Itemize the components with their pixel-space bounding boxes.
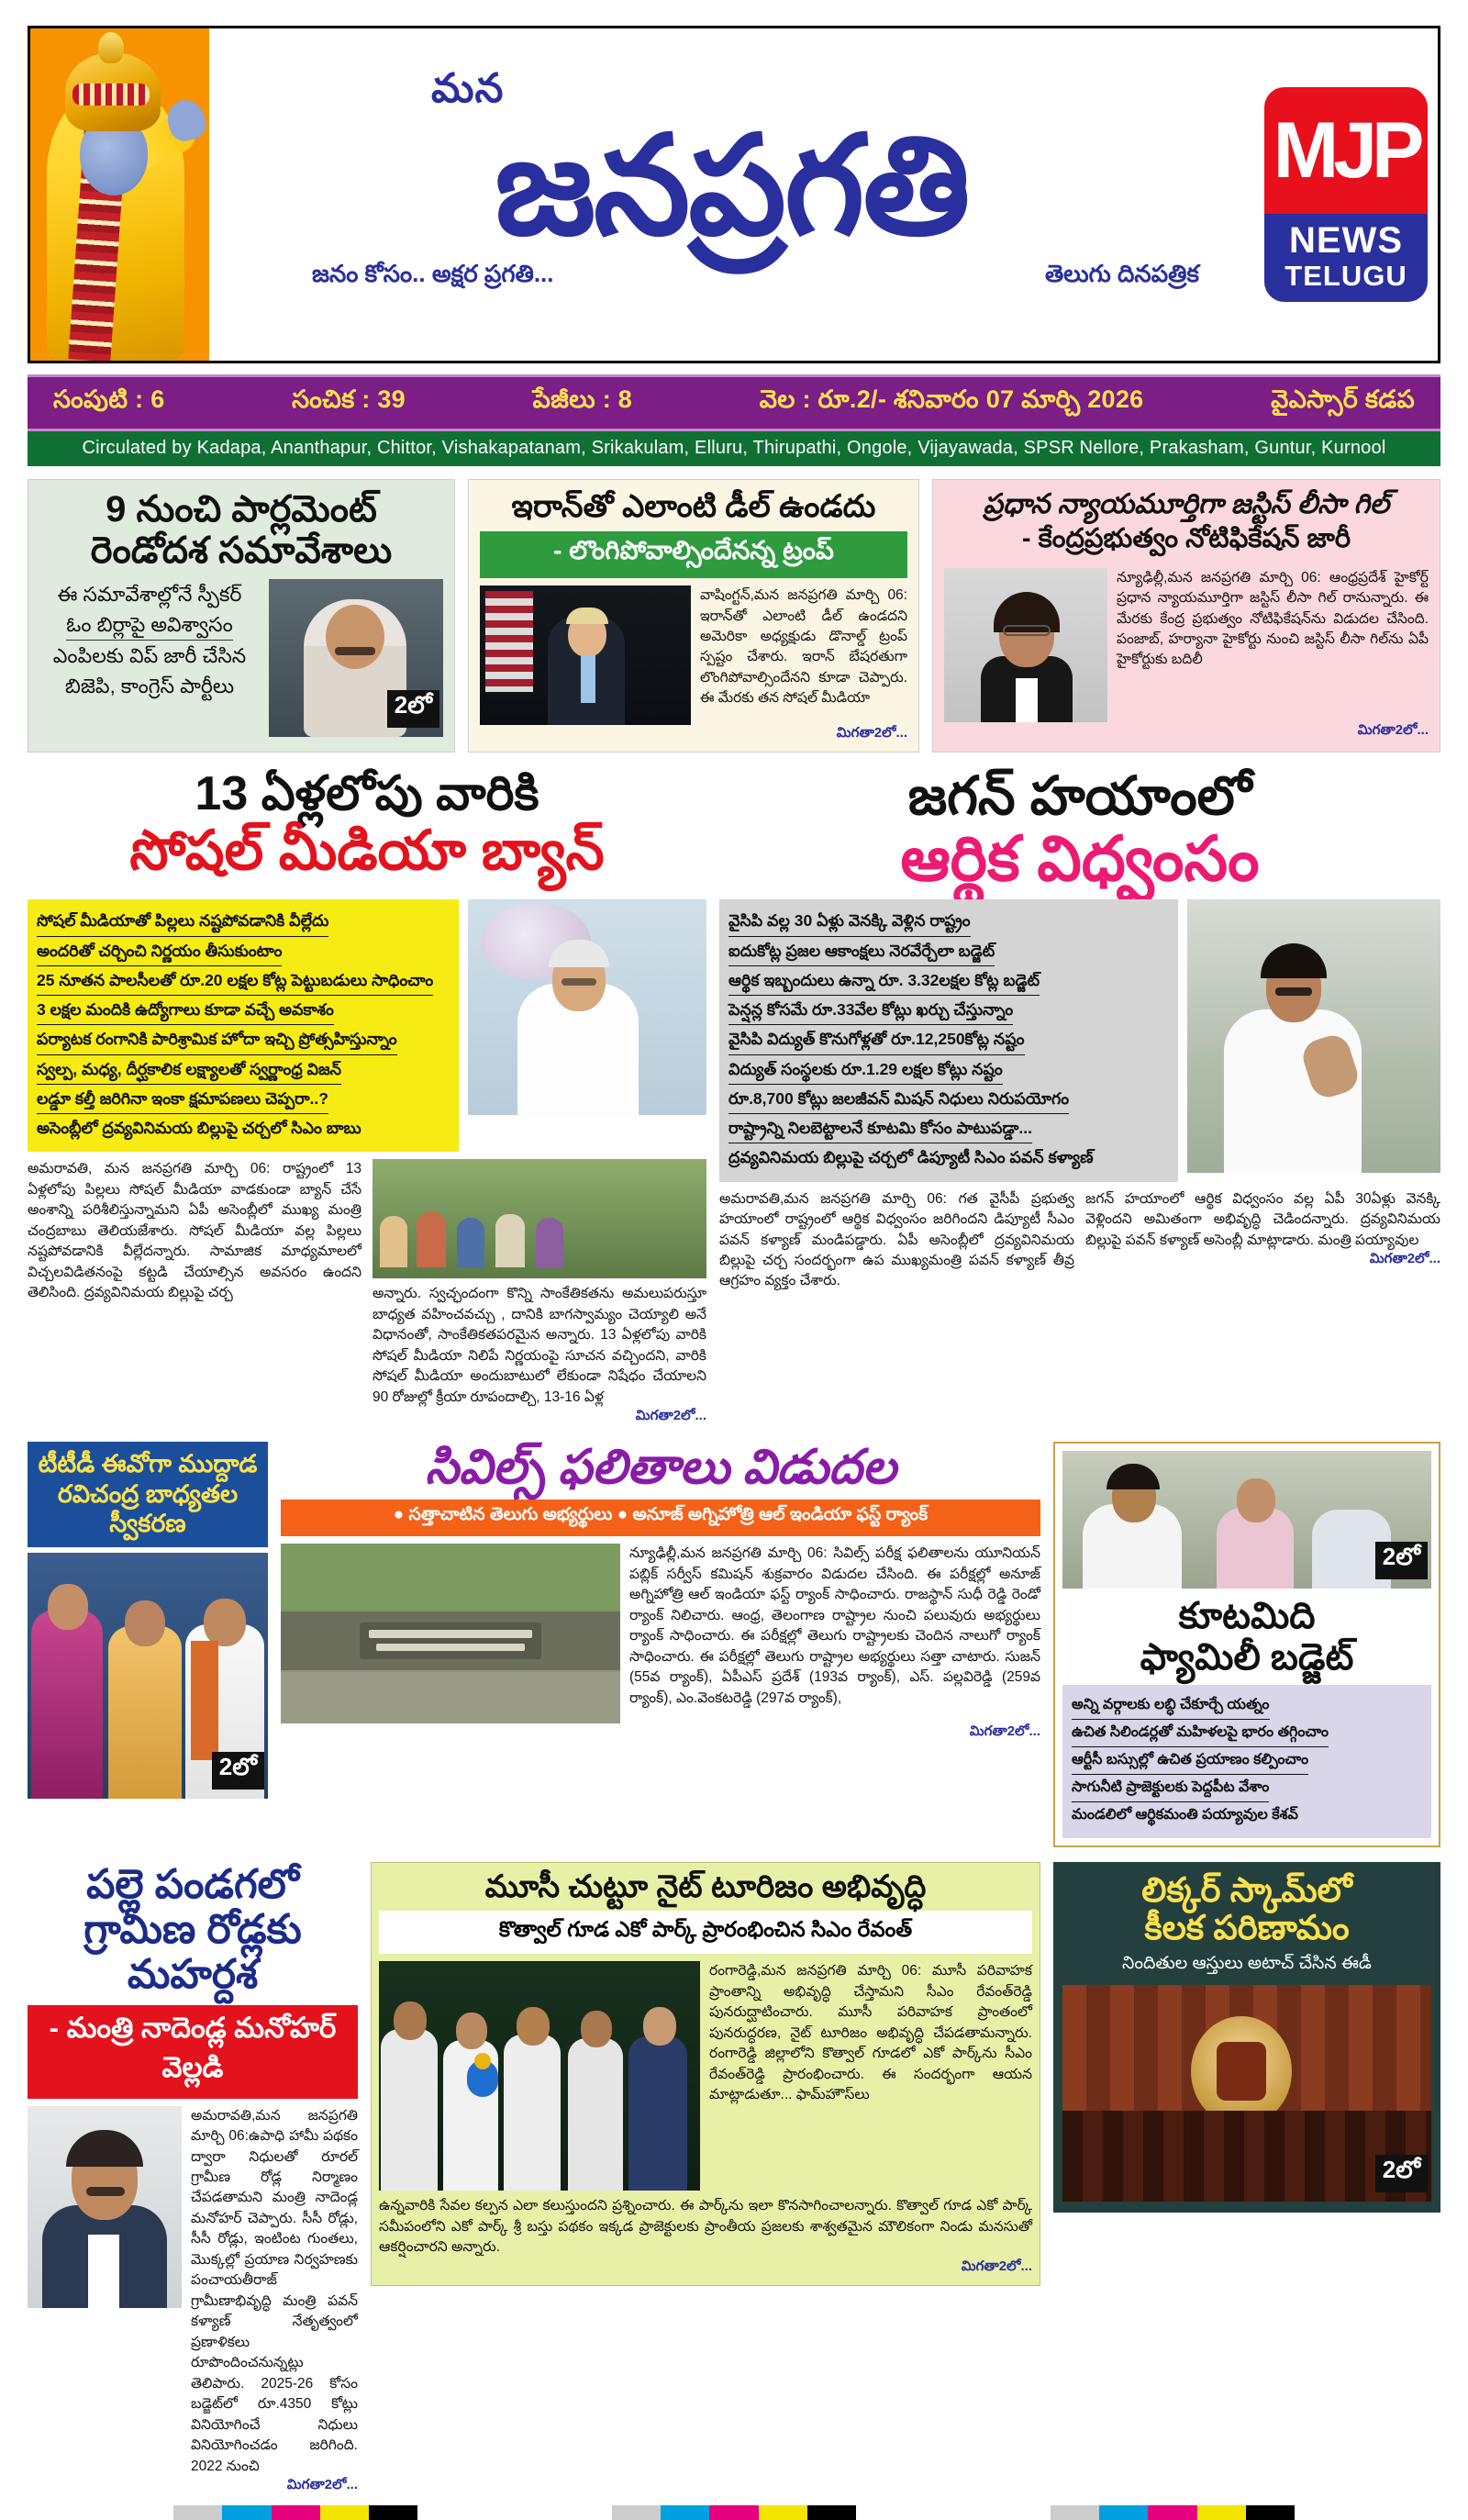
- top-story-headline: 9 నుంచి పార్లమెంట్: [106, 489, 377, 530]
- bullet-item: అన్ని వర్గాలకు లబ్ధి చేకూర్చే యత్నం: [1072, 1692, 1270, 1720]
- continued-ref[interactable]: మిగతా2లో...: [635, 1408, 706, 1424]
- rural-roads-redbar: - మంత్రి నాదెండ్ల మనోహర్ వెల్లడి: [28, 2005, 358, 2099]
- bullet-item: విద్యుత్ సంస్థలకు రూ.1.29 లక్షల కోట్లు నష్టం: [728, 1055, 1003, 1085]
- top-story-point: ఈ సమావేశాల్లోనే స్పీకర్: [57, 582, 242, 606]
- continued-ref[interactable]: మిగతా2లో...: [969, 1723, 1040, 1740]
- nadendla-manohar-photo: [28, 2106, 182, 2308]
- family-budget-story[interactable]: [1053, 1442, 1440, 1847]
- assembly-minister-photo: [1062, 1451, 1431, 1589]
- civils-subbar: ● సత్తాచాటిన తెలుగు అభ్యర్థులు ● అనూజ్ అగ్నిహోత్రి ఆల్ ఇండియా ఫస్ట్ ర్యాంక్: [281, 1500, 1040, 1536]
- continued-ref[interactable]: మిగతా2లో...: [286, 2477, 358, 2492]
- top-story-point: ఓం బిర్లాపై అవిశ్వాసం: [66, 609, 232, 641]
- top-story-body: న్యూఢిల్లీ,మన జనప్రగతి మార్చి 06: ఆంధ్రప్రదేశ్ హైకోర్ట్ ప్రధాన న్యాయమూర్తిగా జస్టిస్ లీసా గిల్ రానున్నారు. ఈ మేరకు కేంద్ర ప్రభుత్వం నోటిఫికేషన్‌ను విడుదల చేసింది. పంజాబ్, హర్యానా హైకోర్టు నుంచి జస్టిస్ లీసా గిల్‌ను ఏపీ హైకోర్టుకు బదిలీ: [1117, 569, 1429, 668]
- masthead-tagline-right: తెలుగు దినపత్రిక: [1044, 259, 1199, 287]
- upsc-building-photo: [281, 1544, 620, 1723]
- lead-right-body-col2: జగన్ హయాంలో ఆర్థిక విధ్వంసం వల్ల ఏపీ 30ఏళ్లు వెనక్కి వెళ్లిందని అమితంగా అభివృద్ధి చెడిందన్నారు. ద్రవ్యవినిమయ బిల్లుపై పవన్ కళ్యాణ్ అసెంబ్లీ మాట్లాడారు. మంత్రి పయ్యావుల: [1085, 1190, 1440, 1248]
- top-story-body: వాషింగ్టన్,మన జనప్రగతి మార్చి 06: ఇరాన్‌తో ఎలాంటి డీల్ ఉండదని అమెరికా అధ్యక్షుడు డొనాల్డ్ ట్రంప్ స్పష్టం చేశారు. ఇరాన్ బేషరతుగా లొంగిపోవాల్సిందేనని కూడా చెప్పారు. ఈ మేరకు తన సోషల్ మీడియా: [700, 587, 907, 707]
- bullet-item: మండలిలో ఆర్థికమంతి పయ్యావుల కేశవ్: [1072, 1806, 1298, 1823]
- lead-left-story[interactable]: [28, 899, 706, 1427]
- chandrababu-photo: [468, 899, 706, 1115]
- price-date-label: వెల : రూ.2/- శనివారం 07 మార్చి 2026: [759, 385, 1144, 413]
- continued-ref[interactable]: మిగతా2లో...: [836, 725, 907, 742]
- lead-right-story[interactable]: [719, 899, 1440, 1427]
- family-budget-line2: ఫ్యామిలీ బడ్జెట్: [1140, 1636, 1354, 1678]
- lead-right-headline-block[interactable]: [719, 766, 1440, 894]
- continued-ref[interactable]: మిగతా2లో...: [961, 2258, 1032, 2274]
- krishna-illustration: [30, 28, 209, 361]
- bullet-item: ఉచిత సిలిండర్లతో మహిళలపై భారం తగ్గించాం: [1072, 1720, 1329, 1747]
- lead-right-headline: ఆర్థిక విధ్వంసం: [900, 823, 1260, 894]
- lead-headlines-row: [28, 766, 1440, 894]
- edition-label: వైఎస్సార్ కడప: [1271, 385, 1415, 413]
- bullet-item: సోషల్ మీడియాతో పిల్లలు నష్టపోవడానికి వీల్లేదు: [37, 907, 328, 936]
- lead-left-headline-block[interactable]: [28, 769, 706, 892]
- page-ref-badge: 2లో: [387, 690, 439, 728]
- tourism-headline: మూసీ చుట్టూ నైట్ టూరిజం అభివృద్ధి: [484, 1868, 927, 1904]
- tourism-story[interactable]: [371, 1862, 1040, 2496]
- tourism-body-col1: రంగారెడ్డి,మన జనప్రగతి మార్చి 06: మూసీ పరివాహక ప్రాంతాన్ని అభివృద్ధి చేస్తామని సీఎం రేవంత్‌రెడ్డి పునరుద్ఘాటించారు. మూసీ పరివాహక ప్రాంతంలో పునరుద్ధరణ, నైట్ టూరిజం అభివృద్ధి చేపడతామన్నారు. రంగారెడ్డి జిల్లాలోని కొత్వాల్ గూడలో ఎకో పార్క్‌ను సీఎం రేవంత్‌రెడ్డి ప్రారంభించారు. ఈ సందర్భంగా ఆయన మాట్లాడుతూ... ఫామ్‌హౌస్‌లు: [709, 1963, 1032, 2102]
- lead-right-bullets: [719, 899, 1178, 1181]
- bullet-item: రూ.8,700 కోట్లు జలజీవన్ మిషన్ నిధులు నిరుపయోగం: [728, 1085, 1069, 1114]
- rural-roads-story[interactable]: [28, 1862, 358, 2496]
- bullet-item: ఐదుకోట్ల ప్రజల ఆకాంక్షలు నెరవేర్చేలా బడ్జెట్: [728, 937, 995, 966]
- top-stories-row: [28, 479, 1440, 753]
- circulation-bar: Circulated by Kadapa, Ananthapur, Chittor, Vishakapatanam, Srikakulam, Elluru, Thirupathi, Ongole, Vijayawada, SPSR Nellore, Prakasham, Guntur, Kurnool: [28, 431, 1440, 466]
- bullet-item: 25 నూతన పాలసీలతో రూ.20 లక్షల కోట్ల పెట్టుబడులు సాధించాం: [37, 966, 433, 996]
- bullet-item: 3 లక్షల మందికి ఉద్యోగాలు కూడా వచ్చే అవకాశం: [37, 996, 334, 1025]
- page-ref-badge: 2లో: [1375, 2155, 1428, 2192]
- mjp-logo-telugu: TELUGU: [1284, 259, 1407, 292]
- justice-lisa-gill-photo: [944, 568, 1107, 722]
- tourism-body-col2: ఉన్నవారికి సేవల కల్పన ఎలా కలుస్తుందని ప్రశ్నించారు. ఈ పార్క్‌ను ఇలా కొనసాగించాలన్నారు. కొత్వాల్ గూడ ఎకో పార్క్ సమీపంలోని ఎకో పార్క్ శ్రీ బస్తు పథకం ఇక్కడ ప్రాజెక్టులకు ప్రాంతీయ ప్రజలకు శాశ్వతమైన మౌలికంగా నిండు మనసుతో ఆకర్షించారని అన్నారు.: [379, 2198, 1032, 2256]
- top-story-iran-trump[interactable]: [468, 479, 919, 753]
- tourism-strip: కొత్వాల్ గూడ ఎకో పార్క్ ప్రారంభించిన సిఎం రేవంత్: [379, 1911, 1032, 1954]
- bullet-item: ఆర్థిక ఇబ్బందులు ఉన్నా రూ. 3.32లక్షల కోట్ల బడ్జెట్: [728, 966, 1040, 996]
- children-classroom-photo: [373, 1159, 706, 1278]
- bullet-item: సాగునీటి ప్రాజెక్టులకు పెద్దపీట వేశాం: [1072, 1775, 1269, 1802]
- liquor-sub: నిందితుల ఆస్తులు అటాచ్ చేసిన ఈడీ: [1122, 1953, 1372, 1973]
- mjp-logo-letters: MJP: [1264, 87, 1428, 214]
- ttd-line1: టీటీడీ ఈవోగా ముద్దాడ: [38, 1450, 258, 1478]
- top-story-headline: ప్రధాన న్యాయమూర్తిగా జస్టిస్ లీసా గిల్: [983, 489, 1390, 519]
- continued-ref[interactable]: మిగతా2లో...: [1357, 721, 1429, 738]
- masthead-tagline-left: జనం కోసం.. అక్షర ప్రగతి...: [312, 259, 554, 287]
- om-birla-photo: [269, 579, 443, 737]
- pawan-kalyan-photo: [1187, 899, 1440, 1173]
- bullet-item: పర్యాటక రంగానికి పారిశ్రామిక హోదా ఇచ్చి ప్రోత్సహిస్తున్నాం: [37, 1025, 397, 1054]
- bullet-item: పెన్షన్ల కోసమే రూ.33వేల కోట్లు ఖర్చు చేస్తున్నాం: [728, 996, 1013, 1025]
- trump-photo: [480, 585, 691, 725]
- civils-story[interactable]: [281, 1442, 1040, 1847]
- continued-ref[interactable]: మిగతా2లో...: [1369, 1251, 1440, 1267]
- top-story-subhead: - కేంద్రప్రభుత్వం నోటిఫికేషన్ జారీ: [1021, 523, 1351, 553]
- liquor-line1: లిక్కర్ స్కామ్‌లో: [1141, 1870, 1352, 1909]
- bullet-item: స్వల్ప, మధ్య, దీర్ఘకాలిక లక్ష్యాలతో స్వర్ణాంధ్ర విజన్: [37, 1055, 341, 1085]
- volume-label: సంపుటి : 6: [53, 385, 165, 413]
- lead-left-bullets: [28, 899, 459, 1152]
- top-story-subhead: - లొంగిపోవాల్సిందేనన్న ట్రంప్: [480, 531, 907, 578]
- lead-left-body-col1: అమరావతి, మన జనప్రగతి మార్చి 06: రాష్ట్రంలో 13 ఏళ్లలోపు పిల్లలు సోషల్ మీడియా వాడకుండా బ్యాన్ చేసే అంశాన్ని పరిశీలిస్తున్నామని ఏపీ అసెంబ్లీలో ముఖ్య మంత్రి చంద్రబాబు తెలియజేశారు. సోషల్ మీడియా వల్ల పిల్లలు నష్టపోవడానికి వీల్లేదన్నారు. సామాజిక మాధ్యమాలలో విచ్చలవిడితనంపై కట్టడి చేయాల్సిన అవసరం ఉందని తెలిసింది. ద్రవ్యవినిమయ బిల్లుపై చర్చ: [28, 1161, 361, 1301]
- bullet-item: అందరితో చర్చించి నిర్ణయం తీసుకుంటాం: [37, 937, 282, 966]
- rural-roads-line1: పల్లె పండగలో: [86, 1861, 299, 1907]
- bullet-item: వైసిపి వల్ల 30 ఏళ్లు వెనక్కి వెళ్లిన రాష్ట్రం: [728, 907, 971, 936]
- bullet-item: లడ్డూ కల్తీ జరిగినా ఇంకా క్షమాపణలు చెప్పరా..?: [37, 1085, 328, 1114]
- lead-left-kicker: 13 ఏళ్లలోపు వారికి: [195, 767, 539, 821]
- middle-section-row: [28, 1442, 1440, 1847]
- eco-park-launch-photo: [379, 1961, 700, 2191]
- masthead: [28, 26, 1440, 363]
- issue-info-bar: [28, 374, 1440, 431]
- civils-headline: సివిల్స్ ఫలితాలు విడుదల: [425, 1441, 896, 1495]
- lead-right-kicker: జగన్ హయాంలో: [907, 766, 1252, 827]
- top-story-parliament[interactable]: [28, 479, 455, 753]
- family-budget-line1: కూటమిది: [1178, 1596, 1316, 1637]
- bullet-item: ఆర్టీసీ బస్సుల్లో ఉచిత ప్రయాణం కల్పించాం: [1072, 1747, 1308, 1775]
- mjp-logo[interactable]: [1254, 28, 1438, 361]
- page-ref-badge: 2లో: [1375, 1542, 1428, 1579]
- ttd-line2: రవిచంద్ర బాధ్యతల స్వీకరణ: [57, 1479, 239, 1537]
- bullet-item: వైసిపి విద్యుత్ కొనుగోళ్లతో రూ.12,250కోట్ల నష్టం: [728, 1025, 1025, 1054]
- bottom-section-row: [28, 1862, 1440, 2496]
- liquor-scam-story[interactable]: [1053, 1862, 1440, 2496]
- family-budget-bullets: [1062, 1685, 1431, 1838]
- issue-label: సంచిక : 39: [292, 385, 406, 413]
- lead-left-body-col2: అన్నారు. స్వచ్ఛందంగా కొన్ని సాంకేతికతను అమలుపరుస్తూ బాధ్యత వహించవచ్చు , దానికి బాగస్వామ్యం చెయ్యాలి అనే విధానంతో, సాంకేతికతపరమైన అన్నారు. 13 ఏళ్లలోపు వారికి సోషల్ మీడియా నిలిపే నిర్ణయంపై సూచన వచ్చిందని, వారికి సోషల్ మీడియా అందుబాటులో లేకుండా నిషేధం చేయాలని 90 రోజుల్లో క్రీయా రూపందాల్చి, 13-16 ఏళ్ల: [373, 1286, 706, 1405]
- bullet-item: అసెంబ్లీలో ద్రవ్యవినిమయ బిల్లుపై చర్చలో సిఎం బాబు: [37, 1119, 361, 1138]
- bullet-item: రాష్ట్రాన్ని నిలబెట్టాలనే కూటమి కోసం పాటుపడ్డా...: [728, 1114, 1032, 1143]
- civils-body: న్యూఢిల్లీ,మన జనప్రగతి మార్చి 06: సివిల్స్ పరీక్ష ఫలితాలను యూనియన్ పబ్లిక్ సర్వీస్ కమిషన్ శుక్రవారం విడుదల చేసింది. ఈ పరీక్షల్లో అనూజ్ అగ్నిహోత్రి ఆల్ ఇండియా ఫస్ట్ ర్యాంక్ సాధించారు. రాజస్థాన్ సుధీ రెడ్డి రెండో ర్యాంక్ నిలిచారు. ఆంధ్ర, తెలంగాణ రాష్ట్రాల నుంచి పలువురు అభ్యర్థులు ర్యాంక్ సాధించారు. ఈ పరీక్షల్లో తెలుగు రాష్ట్రాలకు చెందిన నాలుగో ర్యాంక్ సాధించారు. ఈ పరీక్షల్లో తెలుగు రాష్ట్రాల అభ్యర్థులు సత్తా చాటారు. సుజన్ (55వ ర్యాంక్), ఏపీఎస్ ప్రదేశ్ (193వ ర్యాంక్), ఎస్. పల్లవిరెడ్డి (259వ ర్యాంక్), ఎం.వెంకటరెడ్డి (297వ ర్యాంక్),: [629, 1545, 1040, 1706]
- top-story-point: ఎంపిలకు విప్ జారీ చేసిన: [52, 643, 247, 667]
- liquor-line2: కీలక పరిణామం: [1144, 1909, 1350, 1947]
- ttd-ceremony-photo: [28, 1553, 268, 1799]
- ttd-story[interactable]: [28, 1442, 268, 1847]
- rural-roads-line2: గ్రామీణ రోడ్లకు మహర్దశ: [83, 1907, 302, 1998]
- mjp-logo-news: NEWS: [1289, 219, 1403, 261]
- pages-label: పేజీలు : 8: [532, 385, 633, 413]
- ed-logo-liquor-photo: [1062, 1985, 1431, 2202]
- color-registration-strip: [28, 2505, 1440, 2520]
- bullet-item: ద్రవ్యవినిమయ బిల్లుపై చర్చలో డిప్యూటీ సిఎం పవన్ కళ్యాణ్: [728, 1148, 1094, 1167]
- rural-roads-body: అమరావతి,మన జనప్రగతి మార్చి 06:ఉపాధి హామీ పథకం ద్వారా నిధులతో రూరల్ గ్రామీణ రోడ్ల నిర్మాణం చేపడతామని మంత్రి నాదెండ్ల మనోహర్ చెప్పారు. సీసీ రోడ్లు, సీసీ రోడ్లు, ఇంటింట గుంతలు, మొక్కల్లో ప్రయాణ నిర్వహణకు పంచాయతీరాజ్ గ్రామీణాభివృద్ధి మంత్రి పవన్ కళ్యాణ్ నేతృత్వంలో ప్రణాళికలు రూపొందించనున్నట్లు తెలిపారు. 2025-26 కోసం బడ్జెట్‌లో రూ.4350 కోట్లు వినియోగించే నిధులు వినియోగించడం జరిగింది. 2022 నుంచి: [191, 2107, 358, 2474]
- lead-left-headline: సోషల్ మీడియా బ్యాన్: [129, 819, 605, 881]
- top-story-point: బిజెపి, కాంగ్రెస్ పార్టీలు: [64, 674, 235, 697]
- masthead-mana: మన: [431, 66, 505, 111]
- lead-bodies-row: [28, 899, 1440, 1427]
- top-story-headline: ఇరాన్‌తో ఎలాంటి డీల్ ఉండదు: [511, 489, 876, 524]
- masthead-title-block: [209, 28, 1254, 361]
- masthead-title: జనప్రగతి: [495, 107, 969, 262]
- top-story-chief-justice[interactable]: [932, 479, 1440, 753]
- lead-right-body-col1: అమరావతి,మన జనప్రగతి మార్చి 06: గత వైసీపీ ప్రభుత్వ హయాంలో రాష్ట్రంలో ఆర్థిక విధ్వంసం జరిగిందని డిప్యూటీ సీఎం పవన్ కళ్యాణ్ మండిపడ్డారు. ఏపీ అసెంబ్లీలో ద్రవ్యవినిమయ బిల్లుపై చర్చ సందర్భంగా ఉప ముఖ్యమంత్రి పవన్ కళ్యాణ్ తీవ్ర ఆగ్రహం వ్యక్తం చేశారు.: [719, 1190, 1074, 1289]
- top-story-headline-2: రెండోదశ సమావేశాలు: [90, 530, 393, 571]
- page-ref-badge: 2లో: [212, 1752, 264, 1790]
